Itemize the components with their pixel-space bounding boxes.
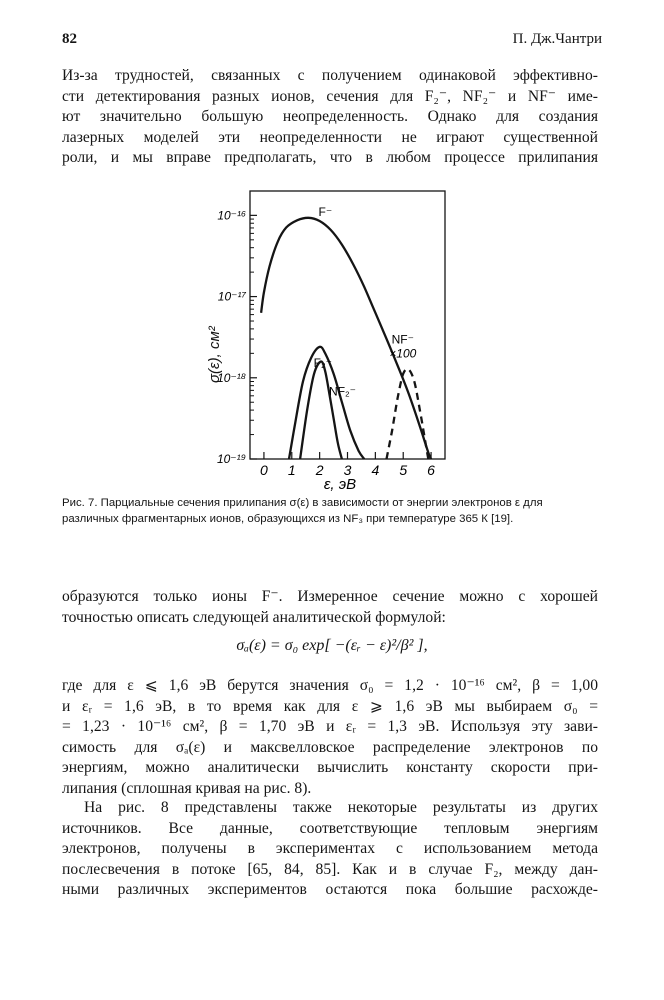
text-line: энергиям, можно аналитически вычислить константу скорости при- xyxy=(62,759,598,777)
formula: σₐ(ε) = σ₀ exp[ −(εᵣ − ε)²/β² ], xyxy=(236,637,428,654)
series-label: NF₂⁻ xyxy=(329,384,357,399)
text-line: где для ε ⩽ 1,6 эВ берутся значения σ₀ = 1,2 · 10⁻¹⁶ см², β = 1,00 xyxy=(62,677,598,694)
series-sublabel: ×100 xyxy=(389,346,417,361)
page-number: 82 xyxy=(62,31,77,47)
y-axis-ticks xyxy=(217,208,257,466)
text-line: роли, и мы вправе предполагать, что в любом процессе прилипания xyxy=(62,149,598,167)
running-head: П. Дж.Чантри xyxy=(512,31,602,47)
y-tick-label: 10⁻¹⁷ xyxy=(217,289,246,304)
chart-series xyxy=(261,205,431,459)
series-label: NF⁻ xyxy=(391,332,414,347)
x-tick-label: 6 xyxy=(427,462,435,478)
text-line: липания (сплошная кривая на рис. 8). xyxy=(62,779,312,797)
series-line xyxy=(300,361,342,459)
x-axis-ticks xyxy=(260,452,435,478)
text-line: точностью описать следующей аналитической формулой: xyxy=(62,608,446,626)
text-line: послесвечения в потоке [65, 84, 85]. Как и в случае F₂, между дан- xyxy=(62,860,598,878)
text-line: ными различных экспериментов остаются пока большие расхожде- xyxy=(62,881,598,899)
text-line: и εᵣ = 1,6 эВ, в то время как для ε ⩾ 1,6 эВ мы выбираем σ₀ = xyxy=(62,697,598,715)
text-line: ют значительно большую неопределенность. Однако для создания xyxy=(62,108,598,126)
y-tick-label: 10⁻¹⁶ xyxy=(217,208,246,223)
text-line: лазерных моделей эти неопределенности не играют существенной xyxy=(62,128,598,146)
y-tick-label: 10⁻¹⁹ xyxy=(216,452,246,466)
x-tick-label: 4 xyxy=(371,462,380,478)
text-line: образуются только ионы F⁻. Измеренное сечение можно с хорошей xyxy=(62,588,598,605)
x-tick-label: 5 xyxy=(399,462,408,478)
text-line: источников. Все данные, соответствующие тепловым энергиям xyxy=(62,819,598,837)
x-tick-label: 0 xyxy=(260,462,268,478)
text-line: = 1,23 · 10⁻¹⁶ см², β = 1,70 эВ и εᵣ = 1,3 эВ. Используя эту зави- xyxy=(62,718,598,736)
chart-y-axis-label: σ(ε), см² xyxy=(206,326,223,384)
series-label: F⁻ xyxy=(318,204,333,219)
paragraph-3 xyxy=(62,676,598,800)
x-axis-title: ε, эВ xyxy=(323,476,357,493)
text-line: На рис. 8 представлены также некоторые результаты из других xyxy=(84,799,598,816)
paragraph-2 xyxy=(62,587,598,628)
paragraph-4 xyxy=(62,798,598,901)
x-tick-label: 1 xyxy=(287,462,296,478)
paragraph-1 xyxy=(62,66,598,169)
figure-caption: Рис. 7. Парциальные сечения прилипания σ(ε) в зависимости от энергии электронов ε для различных фрагментарных ионов, образующихся из NF₃ при температуре 365 К [19]. xyxy=(62,497,543,525)
x-tick-label: 2 xyxy=(315,462,324,478)
text-line: Из-за трудностей, связанных с получением одинаковой эффективно- xyxy=(62,67,598,84)
series-label: F₂⁻ xyxy=(313,355,332,370)
y-tick-label: 10⁻¹⁸ xyxy=(217,370,246,385)
text-line: электронов, получены в экспериментах с использованием метода xyxy=(62,840,598,858)
x-tick-label: 3 xyxy=(343,462,352,478)
text-line: симость для σₐ(ε) и максвелловское распределение электронов по xyxy=(62,738,598,756)
series-line xyxy=(387,369,429,459)
cross-section-chart xyxy=(205,187,465,497)
text-line: сти детектирования разных ионов, сечения для F₂⁻, NF₂⁻ и NF⁻ име- xyxy=(62,87,598,105)
